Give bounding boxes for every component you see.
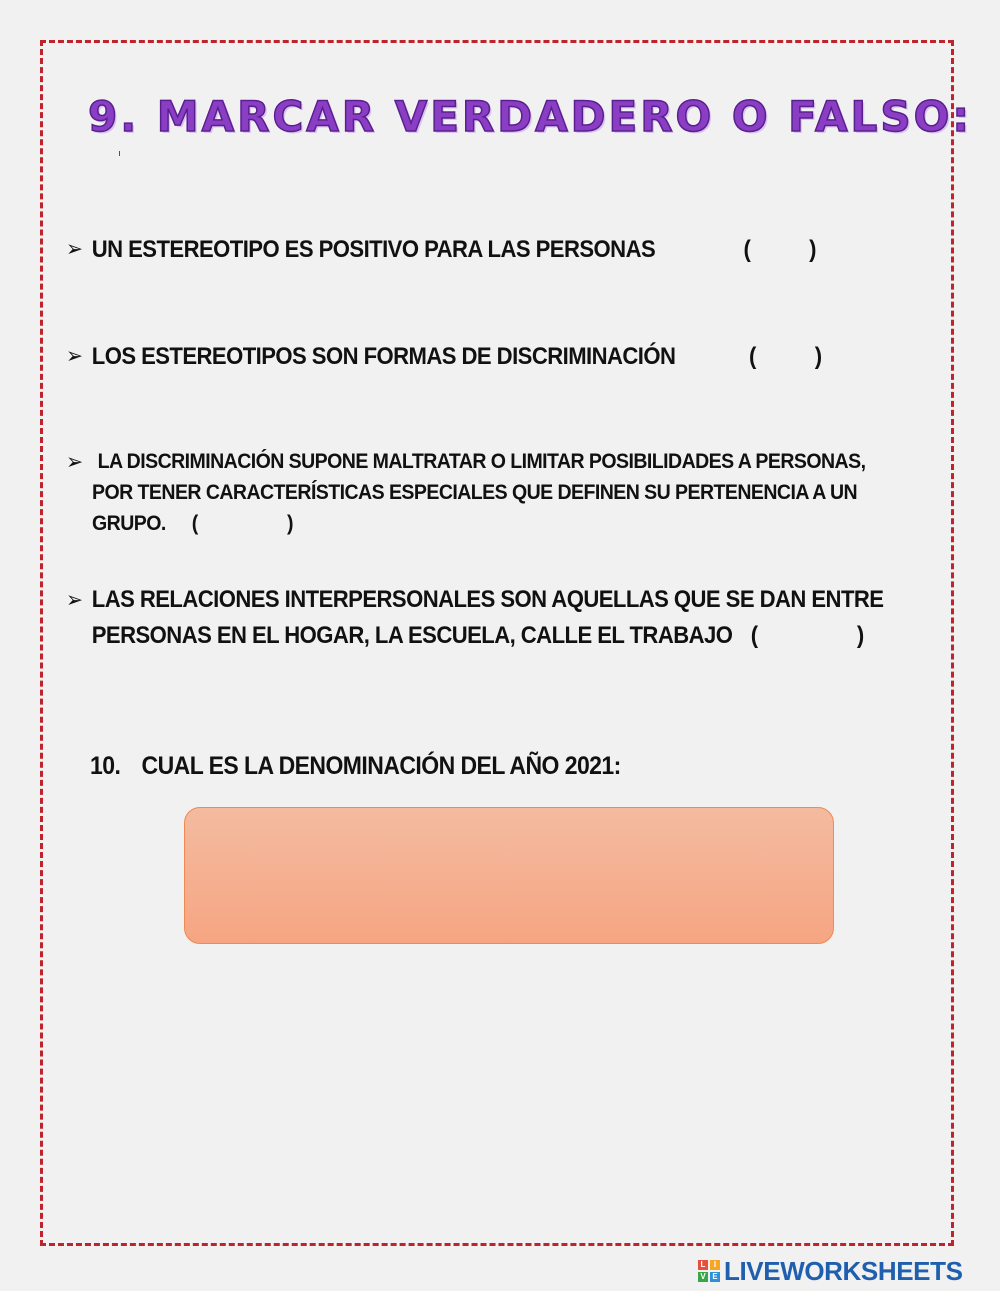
arrow-bullet-icon: ➢ bbox=[66, 343, 83, 368]
true-false-item-1 bbox=[66, 236, 857, 264]
statement-line-3: GRUPO. bbox=[92, 512, 166, 535]
statement-text bbox=[92, 343, 857, 371]
statement-text bbox=[92, 508, 866, 539]
arrow-bullet-icon: ➢ bbox=[66, 587, 83, 612]
question-text: CUAL ES LA DENOMINACIÓN DEL AÑO 2021: bbox=[141, 752, 621, 780]
answer-blank[interactable]: ( ) bbox=[191, 512, 293, 535]
liveworksheets-logo bbox=[698, 1255, 963, 1286]
question-10 bbox=[90, 752, 621, 781]
statement-line-1: LA DISCRIMINACIÓN SUPONE MALTRATAR O LIMITAR POSIBILIDADES A PERSONAS, bbox=[97, 450, 866, 473]
true-false-item-3 bbox=[66, 446, 866, 539]
answer-input-box[interactable] bbox=[184, 807, 834, 944]
liveworksheets-logo-icon: L I V E bbox=[698, 1260, 720, 1282]
statement-text bbox=[92, 236, 857, 264]
question-number: 10. bbox=[90, 752, 121, 780]
brand-name: LIVEWORKSHEETS bbox=[724, 1255, 963, 1286]
true-false-item-4 bbox=[66, 582, 884, 654]
statement-line-1: LAS RELACIONES INTERPERSONALES SON AQUELLAS QUE SE DAN ENTRE bbox=[91, 586, 884, 613]
section-title: 9. MARCAR VERDADERO O FALSO: bbox=[88, 92, 973, 141]
statement-line-1: LOS ESTEREOTIPOS SON FORMAS DE DISCRIMINACIÓN bbox=[91, 343, 676, 370]
answer-blank[interactable]: ( ) bbox=[743, 236, 816, 263]
statement-line-1: UN ESTEREOTIPO ES POSITIVO PARA LAS PERSONAS bbox=[91, 236, 656, 263]
stray-mark bbox=[119, 151, 120, 156]
arrow-bullet-icon: ➢ bbox=[66, 236, 83, 261]
statement-text bbox=[91, 618, 864, 654]
statement-line-2: PERSONAS EN EL HOGAR, LA ESCUELA, CALLE EL TRABAJO bbox=[91, 622, 733, 649]
answer-blank[interactable]: ( ) bbox=[750, 622, 864, 649]
true-false-item-2 bbox=[66, 343, 857, 371]
arrow-bullet-icon: ➢ bbox=[66, 449, 83, 474]
statement-line-2: POR TENER CARACTERÍSTICAS ESPECIALES QUE DEFINEN SU PERTENENCIA A UN bbox=[92, 481, 858, 504]
answer-blank[interactable]: ( ) bbox=[748, 343, 822, 370]
